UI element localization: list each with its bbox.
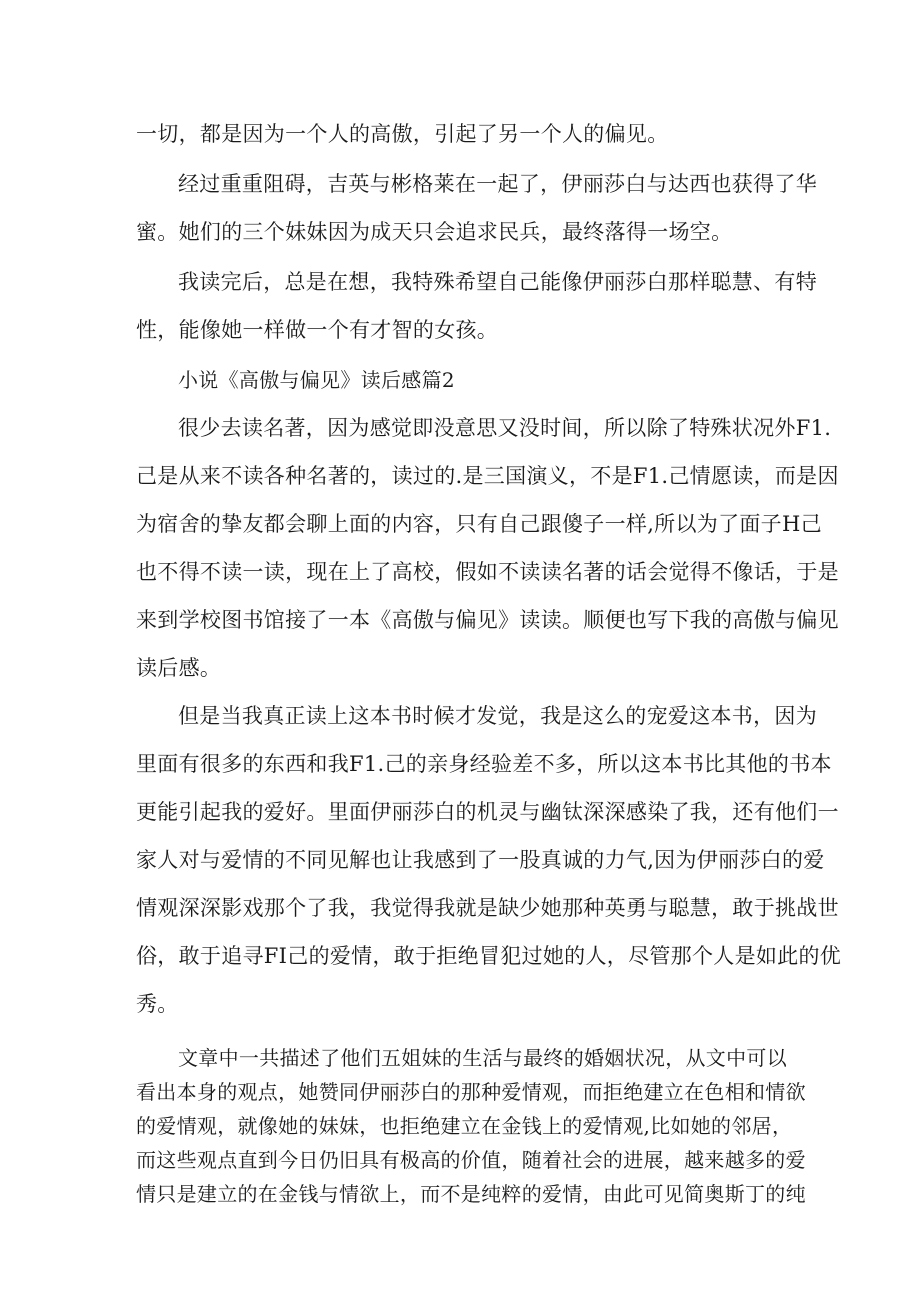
text-line: 己是从来不读各种名著的，读过的.是三国演义，不是F1.己情愿读，而是因 (136, 464, 839, 488)
text-line: 俗，敢于追寻FI己的爱情，敢于拒绝冒犯过她的人，尽管那个人是如此的优 (136, 944, 842, 968)
text-line: 家人对与爱情的不同见解也让我感到了一股真诚的力气,因为伊丽莎白的爱 (136, 848, 825, 872)
text-line: 但是当我真正读上这本书时候才发觉，我是这么的宠爱这本书，因为 (178, 704, 817, 728)
text-line: 情观深深影戏那个了我，我觉得我就是缺少她那种英勇与聪慧，敢于挑战世 (136, 896, 839, 920)
text-line: 而这些观点直到今日仍旧具有极高的价值，随着社会的进展，越来越多的爱 (136, 1148, 806, 1172)
text-line: 的爱情观，就像她的妹妹，也拒绝建立在金钱上的爱情观,比如她的邻居， (136, 1114, 793, 1138)
text-line: 为宿舍的挚友都会聊上面的内容，只有自己跟傻子一样,所以为了面子H己 (136, 512, 822, 536)
text-line: 很少去读名著，因为感觉即没意思又没时间，所以除了特殊状况外F1. (178, 416, 832, 440)
text-line: 情只是建立的在金钱与情欲上，而不是纯粹的爱情，由此可见简奥斯丁的纯 (136, 1182, 806, 1206)
text-line: 文章中一共描述了他们五姐妹的生活与最终的婚姻状况，从文中可以 (178, 1046, 787, 1070)
heading-text: 小说《高傲与偏见》读后感篇2 (178, 368, 455, 392)
text-line: 我读完后，总是在想，我特殊希望自己能像伊丽莎白那样聪慧、有特 (178, 270, 817, 294)
text-line: 也不得不读一读，现在上了高校，假如不读读名著的话会觉得不像话，于是 (136, 560, 839, 584)
text-line: 蜜。她们的三个妹妹因为成天只会追求民兵，最终落得一场空。 (136, 220, 733, 244)
text-line: 来到学校图书馆接了一本《高傲与偏见》读读。顺便也写下我的高傲与偏见 (136, 608, 839, 632)
text-line: 经过重重阻碍，吉英与彬格莱在一起了，伊丽莎白与达西也获得了华 (178, 172, 817, 196)
text-line: 更能引起我的爱好。里面伊丽莎白的机灵与幽钛深深感染了我，还有他们一 (136, 800, 839, 824)
text-line: 看出本身的观点，她赞同伊丽莎白的那种爱情观，而拒绝建立在色相和情欲 (136, 1080, 806, 1104)
text-line: 一切，都是因为一个人的高傲，引起了另一个人的偏见。 (136, 122, 669, 146)
text-line: 性，能像她一样做一个有才智的女孩。 (136, 318, 499, 342)
text-line: 秀。 (136, 992, 179, 1016)
text-line: 里面有很多的东西和我F1.己的亲身经验差不多，所以这本书比其他的书本 (136, 752, 832, 776)
text-line: 读后感。 (136, 656, 222, 680)
